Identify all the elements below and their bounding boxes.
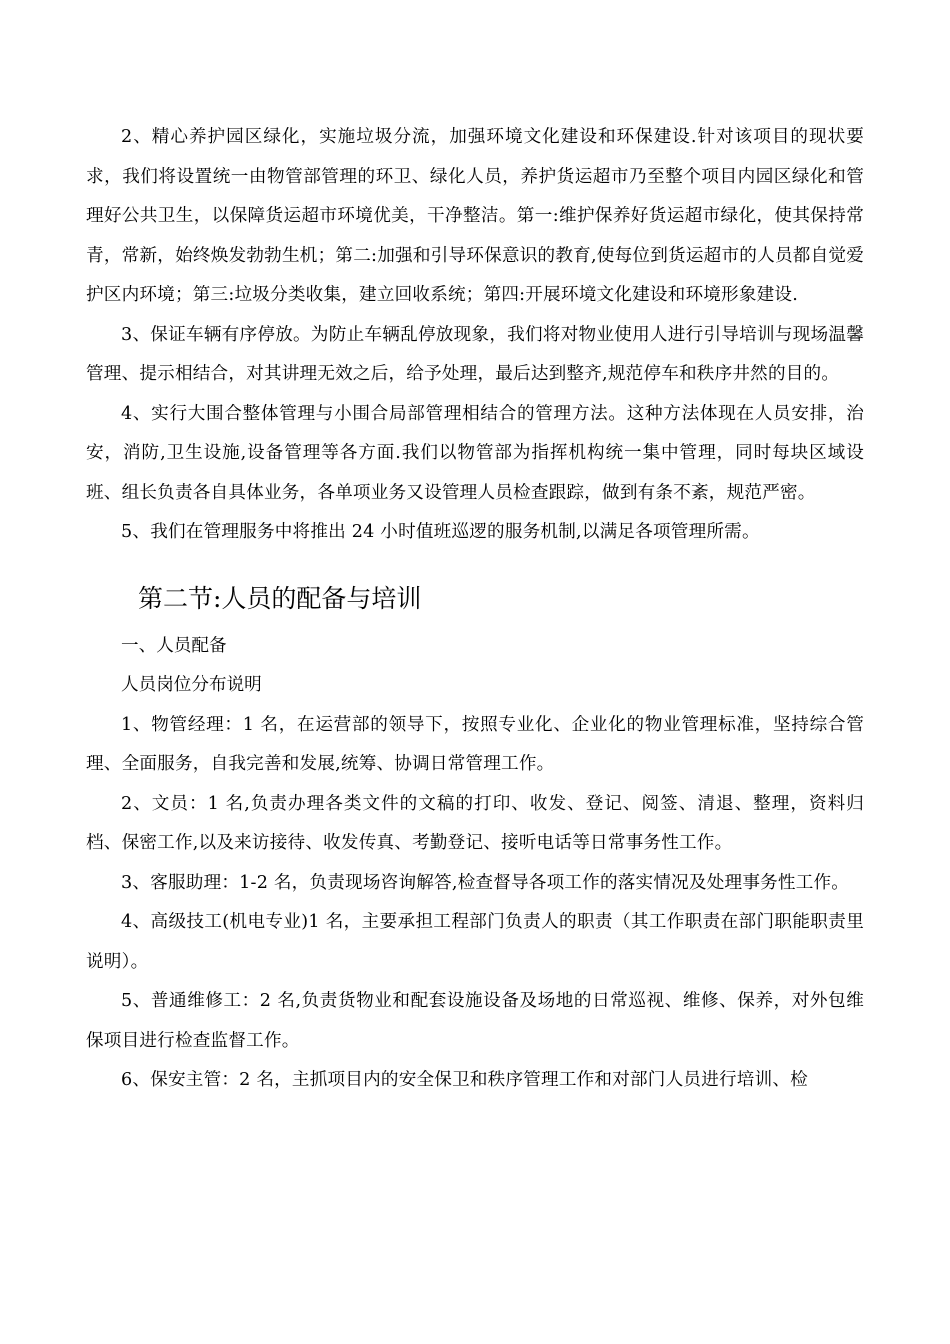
subhead-positions: 人员岗位分布说明 xyxy=(121,675,262,695)
paragraph-customer-service: 3、客服助理：1-2 名，负责现场咨询解答,检查督导各项工作的落实情况及处理事务性工作。 xyxy=(121,872,850,893)
paragraph-manager: 1、物管经理：1 名，在运营部的领导下，按照专业化、企业化的物业管理标准，坚持综合管理、全面服务，自我完善和发展,统筹、协调日常管理工作。 xyxy=(86,714,864,774)
paragraph-management-method: 4、实行大围合整体管理与小围合局部管理相结合的管理方法。这种方法体现在人员安排，治安，消防,卫生设施,设备管理等各方面.我们以物管部为指挥机构统一集中管理，同时每块区域设班、组长负责各自具体业务，各单项业务又设管理人员检查跟踪，做到有条不紊，规范严密。 xyxy=(86,403,864,503)
subhead-staffing: 一、人员配备 xyxy=(121,635,227,656)
paragraph-clerk: 2、文员：1 名,负责办理各类文件的文稿的打印、收发、登记、阅签、清退、整理，资料归档、保密工作,以及来访接待、收发传真、考勤登记、接听电话等日常事务性工作。 xyxy=(86,793,864,853)
paragraph-maintenance: 5、普通维修工：2 名,负责货物业和配套设施设备及场地的日常巡视、维修、保养，对外包维保项目进行检查监督工作。 xyxy=(86,991,864,1051)
paragraph-greening: 2、精心养护园区绿化，实施垃圾分流，加强环境文化建设和环保建设.针对该项目的现状要求，我们将设置统一由物管部管理的环卫、绿化人员，养护货运超市乃至整个项目内园区绿化和管理好公共卫生，以保障货运超市环境优美，干净整洁。第一:维护保养好货运超市绿化，使其保持常青，常新，始终焕发勃勃生机；第二:加强和引导环保意识的教育,使每位到货运超市的人员都自觉爱护区内环境；第三:垃圾分类收集，建立回收系统；第四:开展环境文化建设和环境形象建设. xyxy=(86,127,864,305)
paragraph-senior-technician: 4、高级技工(机电专业)1 名，主要承担工程部门负责人的职责（其工作职责在部门职能职责里说明）。 xyxy=(86,912,864,972)
section-title: 第二节:人员的配备与培训 xyxy=(138,583,422,613)
document-page xyxy=(86,118,864,1101)
paragraph-security-supervisor: 6、保安主管：2 名，主抓项目内的安全保卫和秩序管理工作和对部门人员进行培训、检 xyxy=(121,1070,808,1090)
paragraph-patrol: 5、我们在管理服务中将推出 24 小时值班巡逻的服务机制,以满足各项管理所需。 xyxy=(121,522,760,542)
paragraph-parking: 3、保证车辆有序停放。为防止车辆乱停放现象，我们将对物业使用人进行引导培训与现场温馨管理、提示相结合，对其讲理无效之后，给予处理，最后达到整齐,规范停车和秩序井然的目的。 xyxy=(86,324,864,384)
